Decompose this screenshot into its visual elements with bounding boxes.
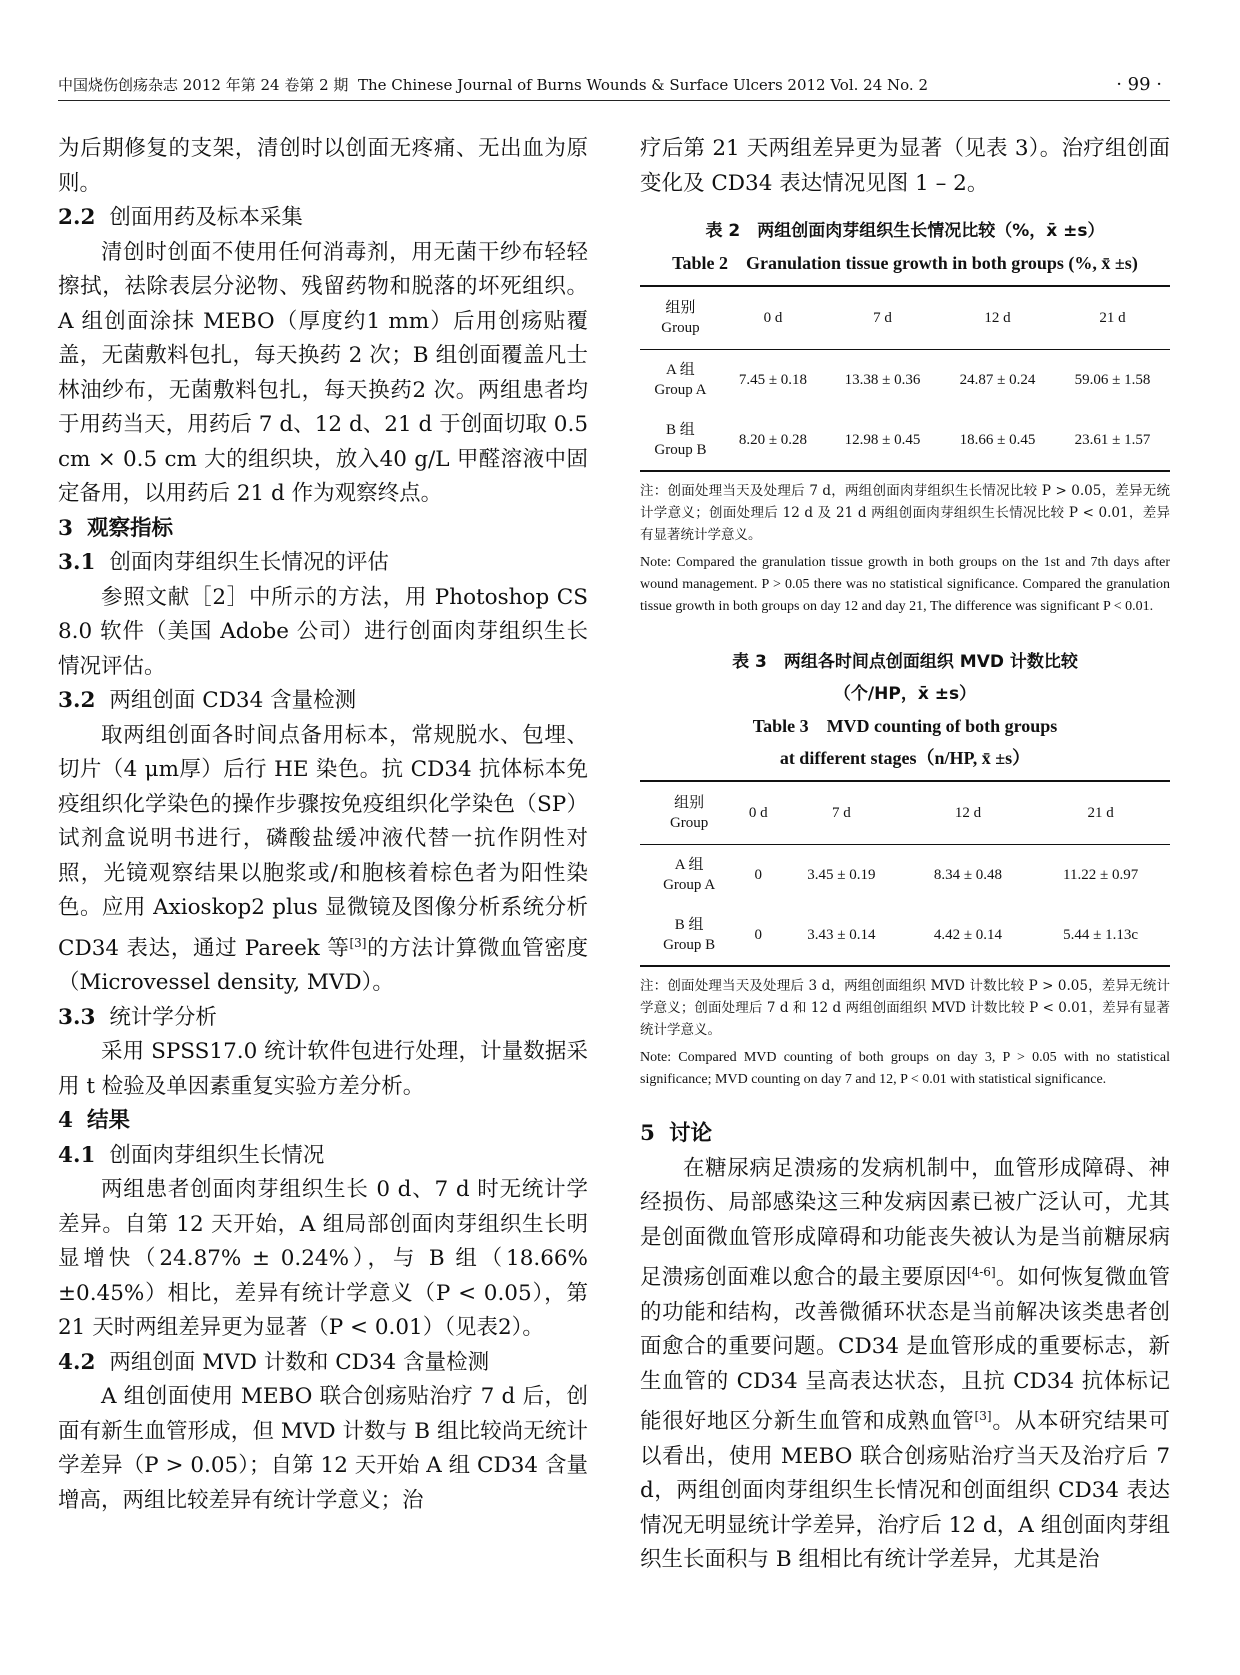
- header-cell: 21 d: [1087, 804, 1114, 821]
- page-number: · 99 ·: [1116, 74, 1162, 95]
- table-header-row: [640, 781, 1170, 845]
- table-cell: 12.98 ± 0.45: [844, 431, 921, 448]
- table-2-caption-cn: 表 2 两组创面肉芽组织生长情况比较（%，x̄ ±s）: [705, 221, 1105, 241]
- table-cell: 0: [754, 926, 762, 943]
- section-5-paragraph: 在糖尿病足溃疡的发病机制中，血管形成障碍、神经损伤、局部感染这三种发病因素已被广泛认可，尤其是创面微血管形成障碍和功能丧失被认为是当前糖尿病足溃疡创面难以愈合的最主要原因[4-6]。如何恢复微血管的功能和结构，改善微循环状态是当前解决该类患者创面愈合的重要问题。CD34 是血管形成的重要标志，新生血管的 CD34 呈高表达状态，且抗 CD34 抗体标记能很好地区分新生血管和成熟血管[3]。从本研究结果可以看出，使用 MEBO 联合创疡贴治疗当天及治疗后 7 d，两组创面肉芽组织生长情况和创面组织 CD34 表达情况无明显统计学差异，治疗后 12 d，A 组创面肉芽组织生长面积与 B 组相比有统计学差异，尤其是治: [640, 1155, 1170, 1573]
- table-2-grid: [640, 285, 1170, 472]
- table-cell: 23.61 ± 1.57: [1074, 431, 1151, 448]
- group-cell: B 组 Group B: [663, 917, 716, 953]
- table-cell: 24.87 ± 0.24: [959, 371, 1036, 388]
- journal-cn: 中国烧伤创疡杂志 2012 年第 24 卷第 2 期: [58, 76, 349, 94]
- table-cell: 0: [754, 866, 762, 883]
- table-2: [640, 215, 1170, 618]
- paragraph-continued: 为后期修复的支架，清创时以创面无疼痛、无出血为原则。: [58, 136, 588, 196]
- header-cell: 21 d: [1099, 309, 1126, 326]
- table-cell: 18.66 ± 0.45: [959, 431, 1036, 448]
- header-group: 组别 Group: [669, 795, 709, 831]
- table-row: [640, 845, 1170, 906]
- header-group: 组别 Group: [661, 300, 700, 336]
- section-5-heading: 5 讨论: [640, 1121, 712, 1146]
- table-3: [640, 646, 1170, 1091]
- group-cell: A 组 Group A: [654, 362, 707, 398]
- table-2-caption-en: Table 2 Granulation tissue growth in both groups (%, x̄ ±s): [672, 253, 1138, 273]
- journal-line: [58, 70, 928, 100]
- group-cell: A 组 Group A: [663, 857, 716, 893]
- section-2-2-paragraph: 清创时创面不使用任何消毒剂，用无菌干纱布轻轻擦拭，祛除表层分泌物、残留药物和脱落的坏死组织。A 组创面涂抹 MEBO（厚度约1 mm）后用创疡贴覆盖，无菌敷料包扎，每天换药 2 次；B 组创面覆盖凡士林油纱布，无菌敷料包扎，每天换药2 次。两组患者均于用药当天，用药后 7 d、12 d、21 d 于创面切取 0.5 cm × 0.5 cm 大的组织块，放入40 g/L 甲醛溶液中固定备用，以用药后 21 d 作为观察终点。: [58, 239, 588, 506]
- citation: [3]: [974, 1409, 992, 1424]
- table-header-row: [640, 286, 1170, 350]
- header-cell: 0 d: [748, 804, 768, 821]
- table-3-note-en: Note: Compared MVD counting of both groups on day 3, P > 0.05 with no statistical significance; MVD counting on day 7 and 12, P < 0.01 with statistical significance.: [640, 1050, 1170, 1087]
- section-3-2-heading: 3.2 两组创面 CD34 含量检测: [58, 688, 357, 713]
- header-cell: 7 d: [832, 804, 851, 821]
- section-2-2-heading: 2.2 创面用药及标本采集: [58, 205, 303, 230]
- table-cell: 11.22 ± 0.97: [1063, 866, 1139, 883]
- table-2-note-cn: 注：创面处理当天及处理后 7 d，两组创面肉芽组织生长情况比较 P > 0.05，差异无统计学意义；创面处理后 12 d 及 21 d 两组创面肉芽组织生长情况比较 P < 0.01，差异有显著统计学意义。: [640, 483, 1170, 543]
- table-cell: 7.45 ± 0.18: [738, 371, 808, 388]
- section-3-3-paragraph: 采用 SPSS17.0 统计软件包进行处理，计量数据采用 t 检验及单因素重复实验方差分析。: [58, 1039, 588, 1099]
- table-3-grid: [640, 780, 1170, 967]
- section-3-1-paragraph: 参照文献［2］中所示的方法，用 Photoshop CS 8.0 软件（美国 Adobe 公司）进行创面肉芽组织生长情况评估。: [58, 584, 588, 679]
- section-3-1-heading: 3.1 创面肉芽组织生长情况的评估: [58, 550, 389, 575]
- section-4-2-heading: 4.2 两组创面 MVD 计数和 CD34 含量检测: [58, 1349, 490, 1375]
- section-3-2-paragraph: 取两组创面各时间点备用标本，常规脱水、包埋、切片（4 μm厚）后行 HE 染色。抗 CD34 抗体标本免疫组织化学染色的操作步骤按免疫组织化学染色（SP）试剂盒说明书进行，磷酸盐缓冲液代替一抗作阴性对照，光镜观察结果以胞浆或/和胞核着棕色者为阳性染色。应用 Axioskop2 plus 显微镜及图像分析系统分析 CD34 表达，通过 Pareek 等[3]的方法计算微血管密度（Microvessel density, MVD）。: [58, 722, 588, 996]
- header-cell: 12 d: [954, 804, 982, 821]
- table-3-caption-en-2: at different stages（n/HP, x̄ ±s）: [779, 748, 1031, 768]
- header-cell: 12 d: [984, 309, 1011, 326]
- table-3-caption-cn-2: （个/HP，x̄ ±s）: [833, 684, 977, 704]
- table-cell: 8.20 ± 0.28: [738, 431, 808, 448]
- header-cell: 0 d: [763, 309, 783, 326]
- table-cell: 5.44 ± 1.13c: [1063, 926, 1139, 943]
- section-4-2-paragraph: A 组创面使用 MEBO 联合创疡贴治疗 7 d 后，创面有新生血管形成，但 MVD 计数与 B 组比较尚无统计学差异（P > 0.05）；自第 12 天开始 A 组 CD34 含量增高，两组比较差异有统计学意义；治: [58, 1384, 588, 1513]
- section-4-1-paragraph: 两组患者创面肉芽组织生长 0 d、7 d 时无统计学差异。自第 12 天开始，A 组局部创面肉芽组织生长明显增快（24.87% ± 0.24%），与 B 组（18.66% ±0.45%）相比，差异有统计学意义（P < 0.05），第 21 天时两组差异更为显著（P < 0.01）（见表2）。: [58, 1177, 588, 1341]
- table-3-caption-en-1: Table 3 MVD counting of both groups: [752, 716, 1058, 736]
- table-cell: 3.45 ± 0.19: [807, 866, 876, 883]
- table-cell: 59.06 ± 1.58: [1074, 371, 1151, 388]
- table-row: [640, 905, 1170, 966]
- header-cell: 7 d: [873, 309, 892, 326]
- journal-en: The Chinese Journal of Burns Wounds & Surface Ulcers 2012 Vol. 24 No. 2: [357, 76, 928, 94]
- citation: [4-6]: [966, 1265, 996, 1279]
- table-cell: 4.42 ± 0.14: [933, 926, 1003, 943]
- left-column: [58, 132, 588, 1518]
- right-column: [640, 132, 1170, 1578]
- table-cell: 3.43 ± 0.14: [807, 926, 876, 943]
- group-cell: B 组 Group B: [654, 422, 707, 458]
- section-3-3-heading: 3.3 统计学分析: [58, 1004, 217, 1030]
- table-cell: 13.38 ± 0.36: [844, 371, 921, 388]
- table-row: [640, 350, 1170, 411]
- section-4-heading: 4 结果: [58, 1108, 130, 1134]
- table-3-caption-cn-1: 表 3 两组各时间点创面组织 MVD 计数比较: [732, 652, 1078, 672]
- running-header: [58, 70, 1170, 101]
- section-3-heading: 3 观察指标: [58, 515, 173, 541]
- paragraph-continued: 疗后第 21 天两组差异更为显著（见表 3）。治疗组创面变化及 CD34 表达情况见图 1 – 2。: [640, 136, 1170, 196]
- table-2-note-en: Note: Compared the granulation tissue growth in both groups on the 1st and 7th days after wound management. P > 0.05 there was no statistical significance. Compared the granulation tissue growth in both groups on day 12 and day 21, The difference was significant P < 0.01.: [640, 555, 1170, 614]
- table-cell: 8.34 ± 0.48: [933, 866, 1003, 883]
- section-4-1-heading: 4.1 创面肉芽组织生长情况: [58, 1142, 325, 1168]
- citation: [3]: [349, 935, 367, 950]
- table-3-note-cn: 注：创面处理当天及处理后 3 d，两组创面组织 MVD 计数比较 P > 0.05，差异无统计学意义；创面处理后 7 d 和 12 d 两组创面组织 MVD 计数比较 P < 0.01，差异有显著统计学意义。: [640, 978, 1170, 1038]
- table-row: [640, 410, 1170, 471]
